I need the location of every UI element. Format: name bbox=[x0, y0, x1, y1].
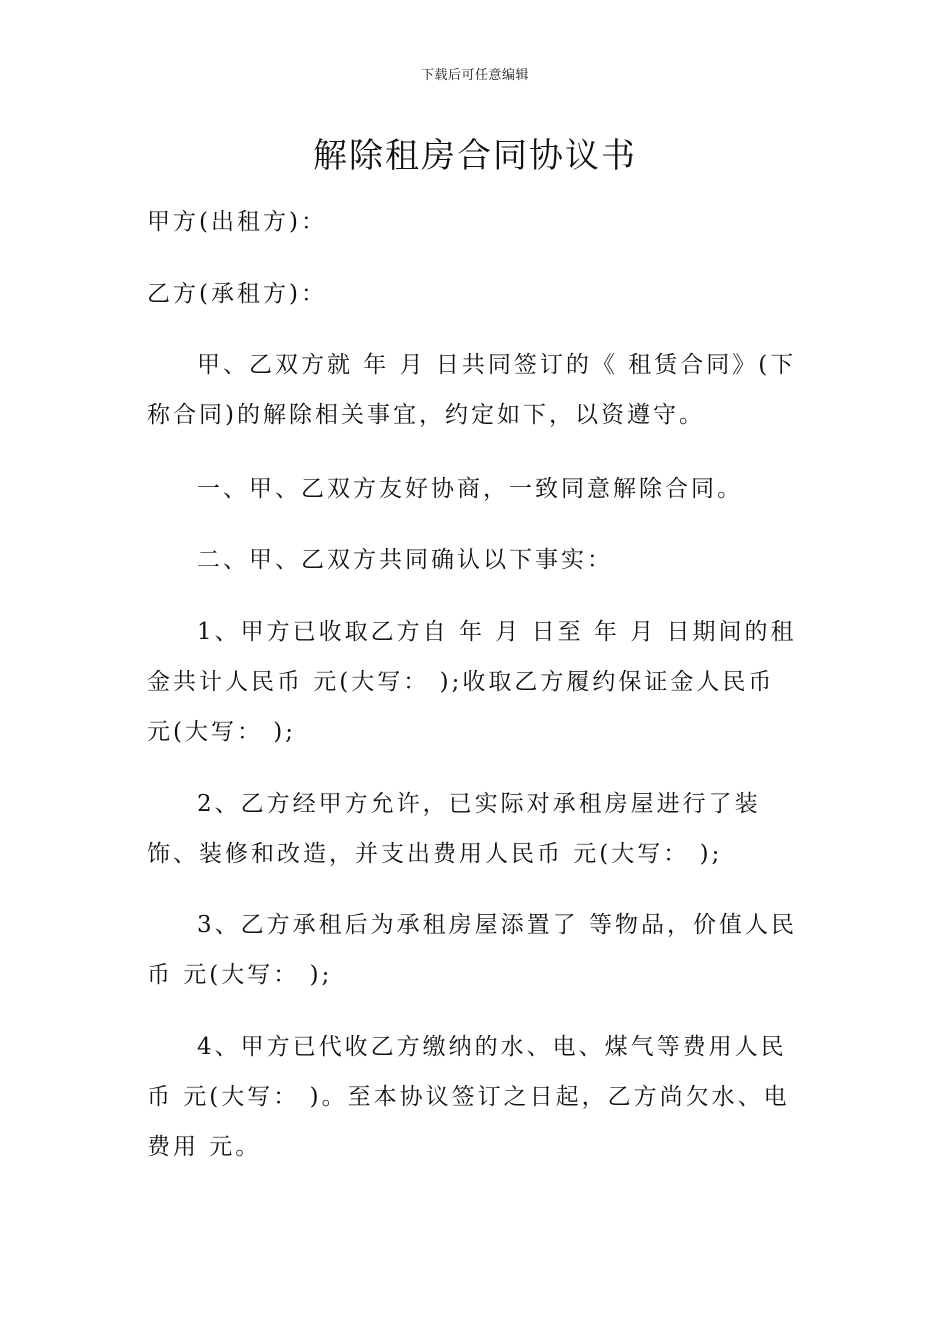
item-3-paragraph: 3、乙方承租后为承租房屋添置了 等物品，价值人民币 元(大写： ); bbox=[147, 912, 797, 988]
intro-paragraph: 甲、乙双方就 年 月 日共同签订的《 租赁合同》(下称合同)的解除相关事宜，约定如下，以资遵守。 bbox=[147, 352, 797, 428]
document-title: 解除租房合同协议书 bbox=[313, 136, 637, 176]
clause-1-paragraph: 一、甲、乙双方友好协商，一致同意解除合同。 bbox=[197, 476, 743, 502]
party-a-line: 甲方(出租方)： bbox=[147, 209, 327, 235]
item-2-paragraph: 2、乙方经甲方允许，已实际对承租房屋进行了装饰、装修和改造，并支出费用人民币 元(大写： ); bbox=[147, 791, 761, 867]
page-header-note: 下载后可任意编辑 bbox=[420, 68, 529, 83]
party-b-line: 乙方(承租方)： bbox=[147, 281, 327, 307]
clause-2-paragraph: 二、甲、乙双方共同确认以下事实： bbox=[197, 547, 613, 573]
item-1-paragraph: 1、甲方已收取乙方自 年 月 日至 年 月 日期间的租金共计人民币 元(大写： );收取乙方履约保证金人民币 元(大写： ); bbox=[147, 619, 797, 745]
item-4-paragraph: 4、甲方已代收乙方缴纳的水、电、煤气等费用人民币 元(大写： )。至本协议签订之日起，乙方尚欠水、电费用 元。 bbox=[147, 1034, 790, 1160]
